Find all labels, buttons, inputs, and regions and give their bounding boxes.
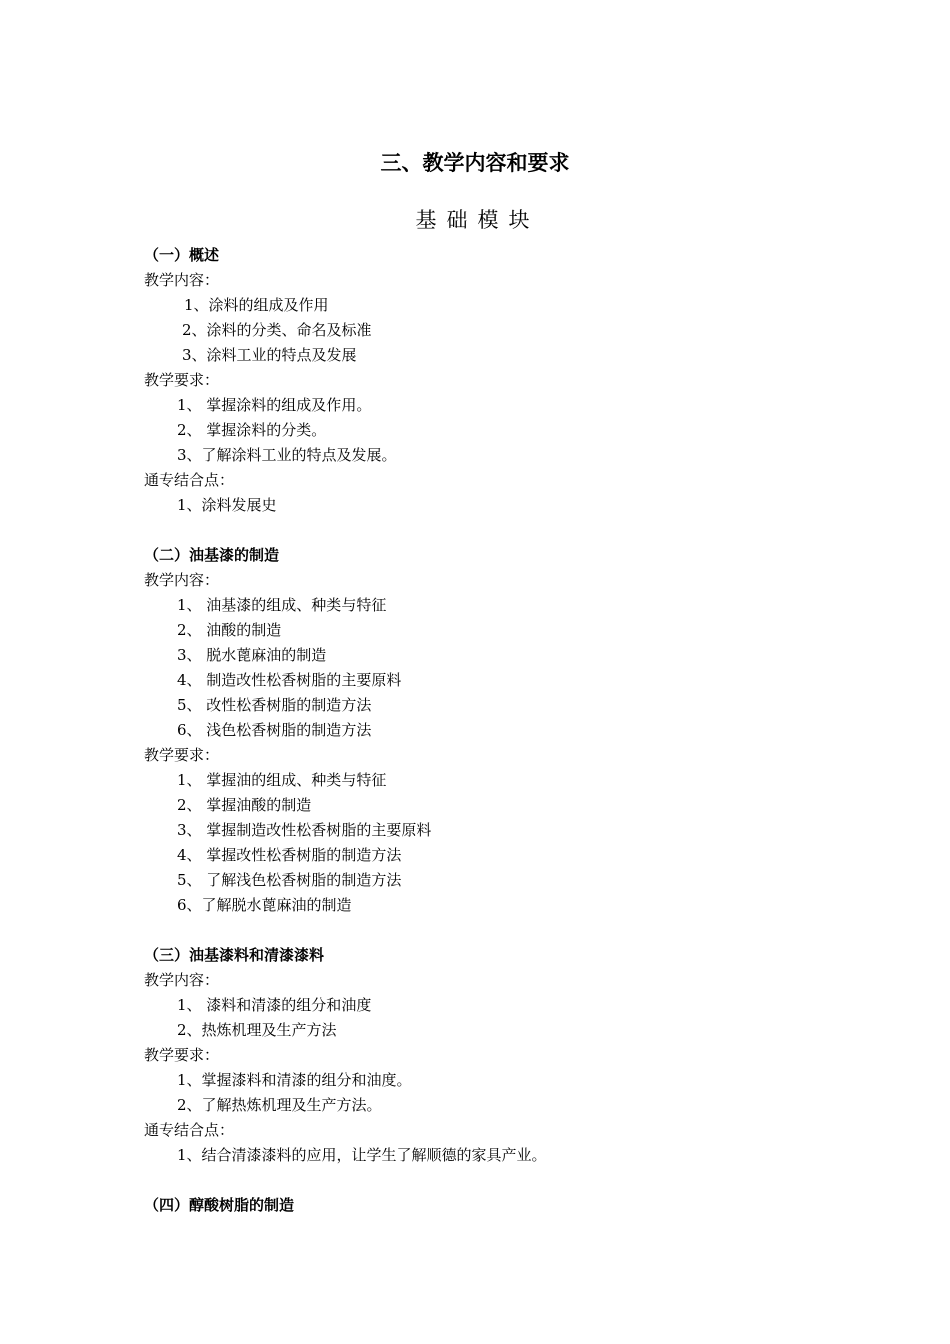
- list-item: 3、涂料工业的特点及发展: [182, 346, 357, 364]
- section-spacer: [144, 918, 844, 943]
- list-item: 2、了解热炼机理及生产方法。: [177, 1096, 382, 1114]
- list-item: 1、 漆料和清漆的组分和油度: [177, 996, 372, 1014]
- section-heading: （三）油基漆料和清漆漆料: [144, 946, 325, 964]
- section-heading: （一）概述: [144, 246, 220, 264]
- document-body: [144, 243, 844, 1218]
- requirements-label: 教学要求：: [144, 371, 220, 389]
- list-item: 1、结合清漆漆料的应用，让学生了解顺德的家具产业。: [177, 1146, 547, 1164]
- list-item: 5、 改性松香树脂的制造方法: [177, 696, 372, 714]
- list-item: 1、涂料发展史: [177, 496, 277, 514]
- list-item: 2、涂料的分类、命名及标准: [182, 321, 372, 339]
- list-item: 4、 制造改性松香树脂的主要原料: [177, 671, 402, 689]
- list-item: 4、 掌握改性松香树脂的制造方法: [177, 846, 402, 864]
- list-item: 2、 掌握涂料的分类。: [177, 421, 327, 439]
- list-item: 2、 油酸的制造: [177, 621, 282, 639]
- section-spacer: [144, 1168, 844, 1193]
- page-title: 三、教学内容和要求: [380, 151, 570, 175]
- section-spacer: [144, 518, 844, 543]
- requirements-label: 教学要求：: [144, 1046, 220, 1064]
- list-item: 3、 脱水蓖麻油的制造: [177, 646, 327, 664]
- list-item: 1、 油基漆的组成、种类与特征: [177, 596, 387, 614]
- list-item: 6、 浅色松香树脂的制造方法: [177, 721, 372, 739]
- list-item: 2、 掌握油酸的制造: [177, 796, 312, 814]
- content-label: 教学内容：: [144, 571, 220, 589]
- list-item: 1、涂料的组成及作用: [184, 296, 329, 314]
- list-item: 5、 了解浅色松香树脂的制造方法: [177, 871, 402, 889]
- list-item: 1、 掌握油的组成、种类与特征: [177, 771, 387, 789]
- content-label: 教学内容：: [144, 271, 220, 289]
- requirements-label: 教学要求：: [144, 746, 220, 764]
- list-item: 3、了解涂料工业的特点及发展。: [177, 446, 397, 464]
- list-item: 6、了解脱水蓖麻油的制造: [177, 896, 352, 914]
- list-item: 3、 掌握制造改性松香树脂的主要原料: [177, 821, 432, 839]
- integration-label: 通专结合点：: [144, 1121, 235, 1139]
- content-label: 教学内容：: [144, 971, 220, 989]
- list-item: 1、 掌握涂料的组成及作用。: [177, 396, 372, 414]
- list-item: 1、掌握漆料和清漆的组分和油度。: [177, 1071, 412, 1089]
- integration-label: 通专结合点：: [144, 471, 235, 489]
- list-item: 2、热炼机理及生产方法: [177, 1021, 337, 1039]
- module-title: 基础模块: [415, 208, 540, 232]
- section-heading: （二）油基漆的制造: [144, 546, 280, 564]
- section-heading: （四）醇酸树脂的制造: [144, 1196, 295, 1214]
